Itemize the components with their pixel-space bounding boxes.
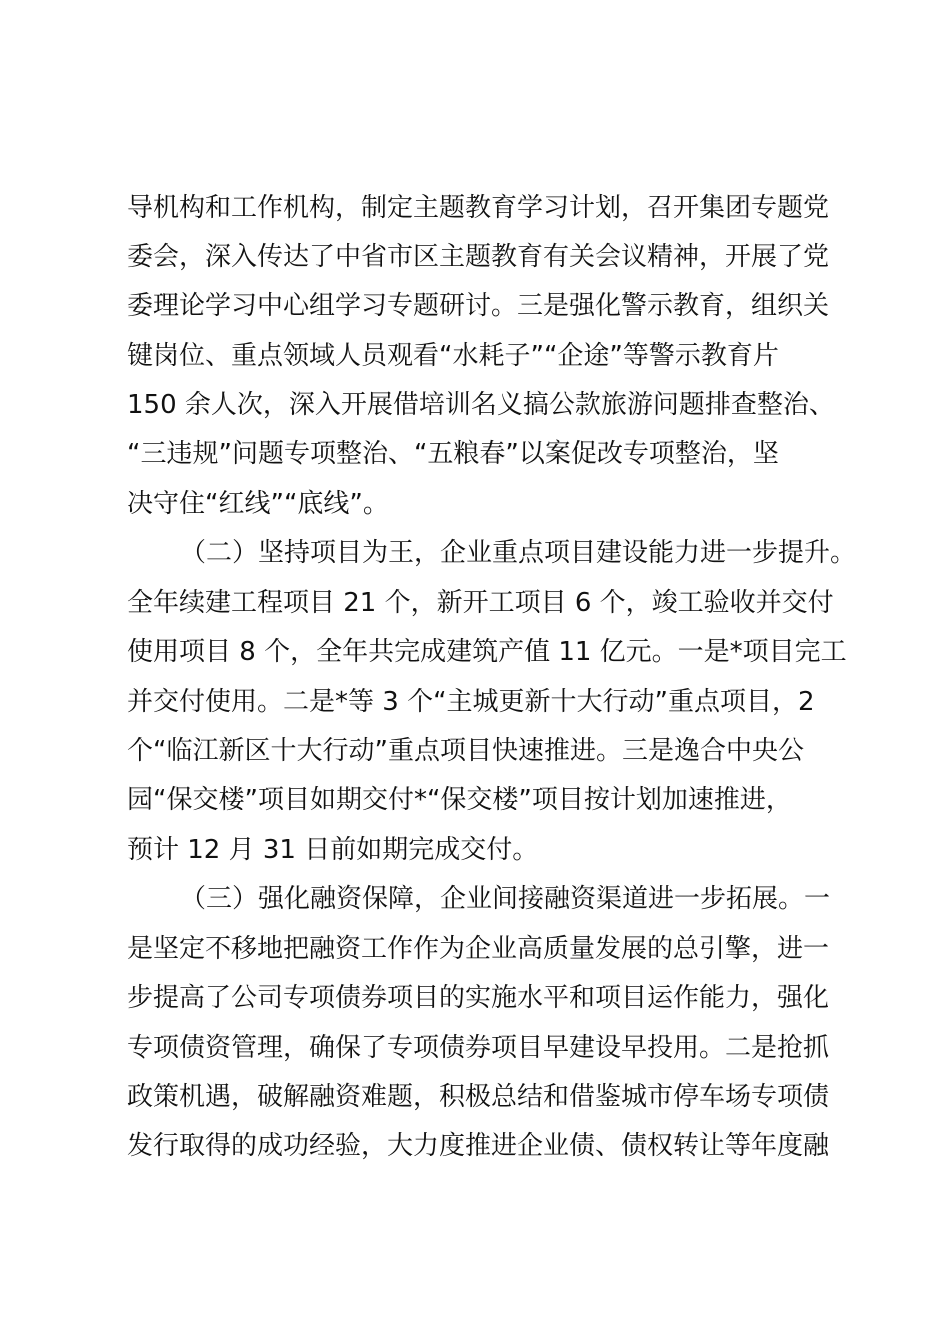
text-line: 决守住“红线”“底线”。: [127, 489, 389, 519]
text-line: 是坚定不移地把融资工作作为企业高质量发展的总引擎，进一: [127, 934, 830, 964]
text-line: 委理论学习中心组学习专题研讨。三是强化警示教育，组织关: [127, 291, 830, 321]
text-line: “三违规”问题专项整治、“五粮春”以案促改专项整治，坚: [127, 439, 779, 469]
text-line: 预计 12 月 31 日前如期完成交付。: [127, 835, 539, 865]
text-line: 个“临江新区十大行动”重点项目快速推进。三是逸合中央公: [127, 736, 804, 766]
text-line: 步提高了公司专项债券项目的实施水平和项目运作能力，强化: [127, 983, 830, 1013]
text-line: 并交付使用。二是*等 3 个“主城更新十大行动”重点项目，2: [127, 687, 815, 717]
text-line: 委会，深入传达了中省市区主题教育有关会议精神，开展了党: [127, 242, 830, 272]
text-line: 键岗位、重点领域人员观看“水耗子”“企途”等警示教育片: [127, 341, 779, 371]
text-line: 使用项目 8 个，全年共完成建筑产值 11 亿元。一是*项目完工: [127, 637, 847, 667]
text-line: 政策机遇，破解融资难题，积极总结和借鉴城市停车场专项债: [127, 1082, 830, 1112]
text-line: 发行取得的成功经验，大力度推进企业债、债权转让等年度融: [127, 1131, 830, 1161]
text-line: 专项债资管理，确保了专项债券项目早建设早投用。二是抢抓: [127, 1033, 830, 1063]
text-line: 全年续建工程项目 21 个，新开工项目 6 个，竣工验收并交付: [127, 588, 834, 618]
section-heading-line: （三）强化融资保障，企业间接融资渠道进一步拓展。一: [180, 884, 831, 914]
text-line: 150 余人次，深入开展借培训名义搞公款旅游问题排查整治、: [127, 390, 835, 420]
section-heading-line: （二）坚持项目为王，企业重点项目建设能力进一步提升。: [180, 538, 857, 568]
text-line: 园“保交楼”项目如期交付*“保交楼”项目按计划加速推进，: [127, 785, 792, 815]
text-line: 导机构和工作机构，制定主题教育学习计划，召开集团专题党: [127, 193, 830, 223]
